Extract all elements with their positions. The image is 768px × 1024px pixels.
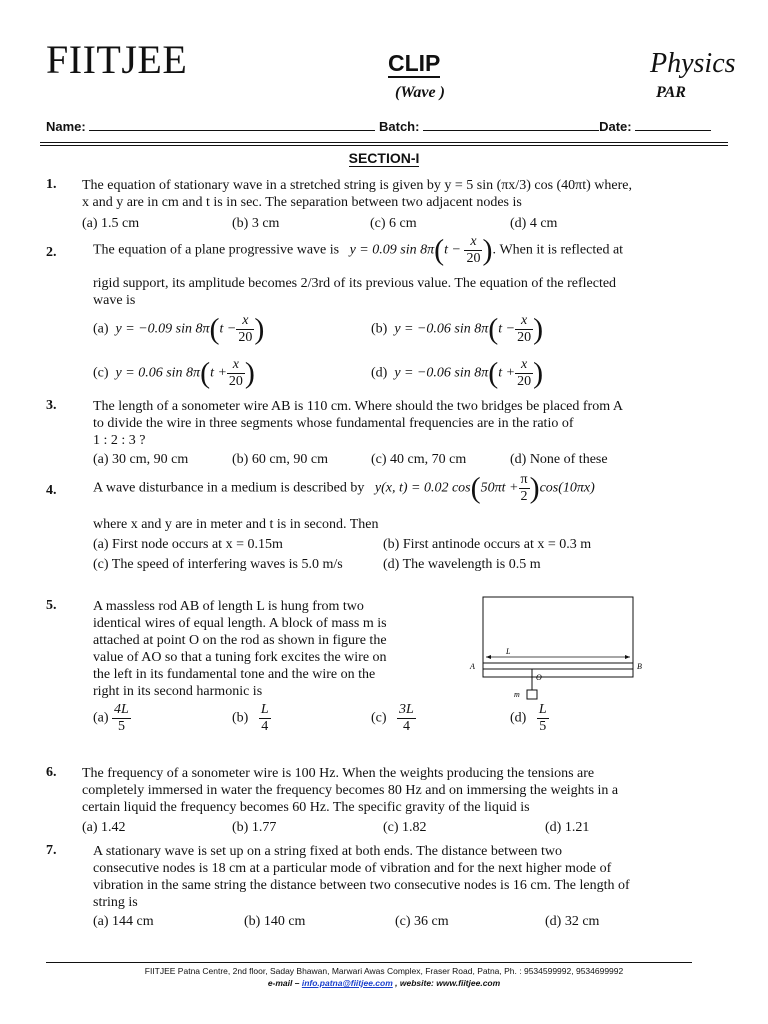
header-rule-2: [40, 145, 728, 146]
label-m: m: [514, 690, 520, 699]
q2-option-b[interactable]: (b) y = −0.06 sin 8π(t − $\frac{x}{20}$ ): [371, 312, 544, 346]
footer-contact: e-mail – info.patna@fiitjee.com , website: www.fiitjee.com: [267, 978, 501, 988]
subject-label: Physics: [650, 48, 736, 79]
q3-option-c[interactable]: (c) 40 cm, 70 cm: [371, 452, 467, 467]
name-label: Name:: [46, 119, 86, 134]
q5-option-b[interactable]: (b) $\frac{L}{4}$: [232, 702, 269, 734]
q2-option-a[interactable]: (a) y = −0.09 sin 8π(t − $\frac{x}{20}$ ): [93, 312, 265, 346]
label-A: A: [470, 662, 475, 671]
section-heading: SECTION-I: [348, 150, 420, 166]
q6-option-c[interactable]: (c) 1.82: [383, 820, 427, 835]
q1-text: The equation of stationary wave in a stretched string is given by y = 5 sin (πx/3) cos (40πt) where, x and y are in cm and t is in sec. The separation between two adjacent nodes is: [82, 178, 633, 210]
q4-option-a[interactable]: (a) First node occurs at x = 0.15m: [93, 537, 283, 552]
q4-stem: A wave disturbance in a medium is described by y(x, t) = 0.02 cos(50πt + $\frac{\pi}{2}$ )cos(10πx): [93, 471, 595, 505]
rod-wire-diagram: [466, 594, 656, 704]
q2-option-c[interactable]: (c) y = 0.06 sin 8π(t + $\frac{x}{20}$ ): [93, 356, 255, 390]
date-field[interactable]: [635, 119, 711, 131]
q3-option-a[interactable]: (a) 30 cm, 90 cm: [93, 452, 189, 467]
q2-number: 2.: [46, 245, 57, 260]
footer-address: FIITJEE Patna Centre, 2nd floor, Saday Bhawan, Marwari Awas Complex, Fraser Road, Patna, Ph. : 9534599992, 9534699992: [144, 966, 624, 976]
q5-text: A massless rod AB of length L is hung from two identical wires of equal length. A block of mass m is attached at point O on the rod as shown in figure the value of AO so that a tuning fork excites the wire on the left in its fundamental tone and the wire on the right in its second harmonic is: [93, 599, 387, 699]
q7-number: 7.: [46, 843, 57, 858]
website-text: , website: www.fiitjee.com: [395, 978, 501, 988]
name-field[interactable]: [89, 119, 375, 131]
q3-option-b[interactable]: (b) 60 cm, 90 cm: [232, 452, 329, 467]
student-form: [46, 119, 726, 134]
q7-option-b[interactable]: (b) 140 cm: [244, 914, 306, 929]
q4-number: 4.: [46, 483, 57, 498]
brand-logo: FIITJEE: [46, 37, 188, 82]
q1-option-d[interactable]: (d) 4 cm: [510, 216, 558, 231]
batch-field[interactable]: [423, 119, 599, 131]
q5-option-d[interactable]: (d) $\frac{L}{5}$: [510, 702, 547, 734]
q5-option-c[interactable]: (c) $\frac{3L}{4}$: [371, 702, 414, 734]
q5-option-a[interactable]: (a) $\frac{4L}{5}$: [93, 702, 129, 734]
label-O: O: [536, 673, 542, 682]
q6-option-b[interactable]: (b) 1.77: [232, 820, 277, 835]
support-frame: [483, 597, 633, 677]
code-label: PAR: [656, 84, 686, 101]
footer-rule: [46, 962, 692, 963]
q1-option-b[interactable]: (b) 3 cm: [232, 216, 280, 231]
q1-option-a[interactable]: (a) 1.5 cm: [82, 216, 140, 231]
q6-text: The frequency of a sonometer wire is 100 Hz. When the weights producing the tensions are completely immersed in water the frequency becomes 80 Hz and on immersing the weights in a certain liquid the frequency becomes 60 Hz. The specific gravity of the liquid is: [82, 766, 619, 815]
q4-option-b[interactable]: (b) First antinode occurs at x = 0.3 m: [383, 537, 592, 552]
q7-text: A stationary wave is set up on a string fixed at both ends. The distance between two consecutive nodes is 18 cm at a particular mode of vibration and for the next higher mode of vibration in the same string the distance between two consecutive nodes is 16 cm. The length of string is: [93, 844, 630, 910]
q3-text: The length of a sonometer wire AB is 110 cm. Where should the two bridges be placed from A to divide the wire in three segments whose fundamental frequencies are in the ratio of 1 : 2 : 3 ?: [93, 399, 623, 448]
length-arrow-left: [486, 655, 491, 659]
label-L: L: [506, 647, 511, 656]
q2-option-d[interactable]: (d) y = −0.06 sin 8π(t + $\frac{x}{20}$ ): [371, 356, 544, 390]
q2-text: rigid support, its amplitude becomes 2/3rd of its previous value. The equation of the reflected wave is: [93, 276, 617, 308]
q3-number: 3.: [46, 398, 57, 413]
date-label: Date:: [599, 119, 632, 134]
batch-label: Batch:: [379, 119, 420, 134]
q1-option-c[interactable]: (c) 6 cm: [370, 216, 417, 231]
q1-number: 1.: [46, 177, 57, 192]
q5-number: 5.: [46, 598, 57, 613]
q4-option-d[interactable]: (d) The wavelength is 0.5 m: [383, 557, 541, 572]
q6-option-d[interactable]: (d) 1.21: [545, 820, 590, 835]
q6-option-a[interactable]: (a) 1.42: [82, 820, 126, 835]
q2-stem: The equation of a plane progressive wave is y = 0.09 sin 8π(t − $\frac{x}{20}$ ). When it is reflected at: [93, 233, 624, 267]
length-arrow-right: [625, 655, 630, 659]
email-link[interactable]: info.patna@fiitjee.com: [301, 978, 393, 988]
page-title: CLIP: [388, 50, 441, 76]
q4-text: where x and y are in meter and t is in second. Then: [93, 517, 379, 532]
q3-option-d[interactable]: (d) None of these: [510, 452, 608, 467]
topic-label: (Wave ): [395, 84, 445, 101]
q7-option-a[interactable]: (a) 144 cm: [93, 914, 154, 929]
q4-option-c[interactable]: (c) The speed of interfering waves is 5.0 m/s: [93, 557, 343, 572]
q6-number: 6.: [46, 765, 57, 780]
header-rule: [40, 142, 728, 143]
label-B: B: [637, 662, 642, 671]
q7-option-d[interactable]: (d) 32 cm: [545, 914, 600, 929]
q7-option-c[interactable]: (c) 36 cm: [395, 914, 449, 929]
mass-block: [527, 690, 537, 699]
